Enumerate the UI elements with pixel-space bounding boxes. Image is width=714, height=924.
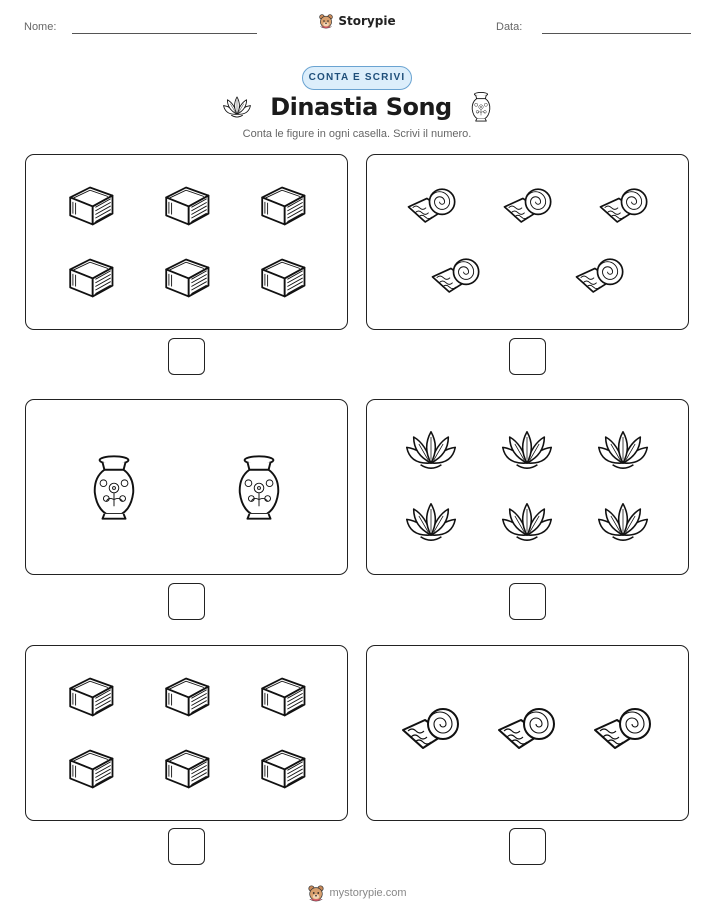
lotus-icon [597, 500, 649, 544]
exercise-box-1 [25, 154, 348, 330]
answer-box-2[interactable] [509, 338, 546, 375]
exercise-box-3 [25, 399, 348, 575]
scroll-icon [405, 185, 459, 227]
vase-icon [90, 454, 138, 522]
bear-mascot-icon [307, 884, 325, 902]
exercise-box-5 [25, 645, 348, 821]
brand-name: Storypie [338, 14, 396, 28]
vase-icon [235, 454, 283, 522]
vase-icon [470, 91, 492, 123]
activity-badge: CONTA E SCRIVI [302, 66, 412, 90]
exercise-box-6 [366, 645, 689, 821]
scroll-icon [495, 704, 559, 754]
lotus-icon [405, 428, 457, 472]
book-icon [255, 255, 309, 300]
book-icon [255, 746, 309, 791]
scroll-icon [501, 185, 555, 227]
book-icon [159, 255, 213, 300]
instructions: Conta le figure in ogni casella. Scrivi il numero. [242, 128, 472, 140]
answer-box-1[interactable] [168, 338, 205, 375]
exercise-box-4 [366, 399, 689, 575]
lotus-icon [501, 428, 553, 472]
footer [0, 884, 714, 902]
book-icon [255, 674, 309, 719]
name-label: Nome: [24, 21, 57, 33]
lotus-icon [597, 428, 649, 472]
scroll-icon [573, 255, 627, 297]
book-icon [63, 255, 117, 300]
exercise-box-2 [366, 154, 689, 330]
name-field[interactable] [72, 33, 257, 34]
scroll-icon [597, 185, 651, 227]
date-label: Data: [496, 21, 523, 33]
book-icon [159, 746, 213, 791]
book-icon [63, 183, 117, 228]
scroll-icon [429, 255, 483, 297]
lotus-icon [405, 500, 457, 544]
book-icon [63, 746, 117, 791]
book-icon [255, 183, 309, 228]
brand-logo [0, 13, 714, 29]
bear-mascot-icon [318, 13, 334, 29]
scroll-icon [399, 704, 463, 754]
answer-box-4[interactable] [509, 583, 546, 620]
lotus-icon [501, 500, 553, 544]
answer-box-6[interactable] [509, 828, 546, 865]
book-icon [159, 674, 213, 719]
footer-website: mystorypie.com [329, 887, 407, 899]
book-icon [159, 183, 213, 228]
scroll-icon [591, 704, 655, 754]
lotus-icon [222, 95, 252, 119]
title-row [0, 91, 714, 123]
book-icon [63, 674, 117, 719]
page-title: Dinastia Song [270, 93, 452, 121]
answer-box-5[interactable] [168, 828, 205, 865]
date-field[interactable] [542, 33, 691, 34]
answer-box-3[interactable] [168, 583, 205, 620]
